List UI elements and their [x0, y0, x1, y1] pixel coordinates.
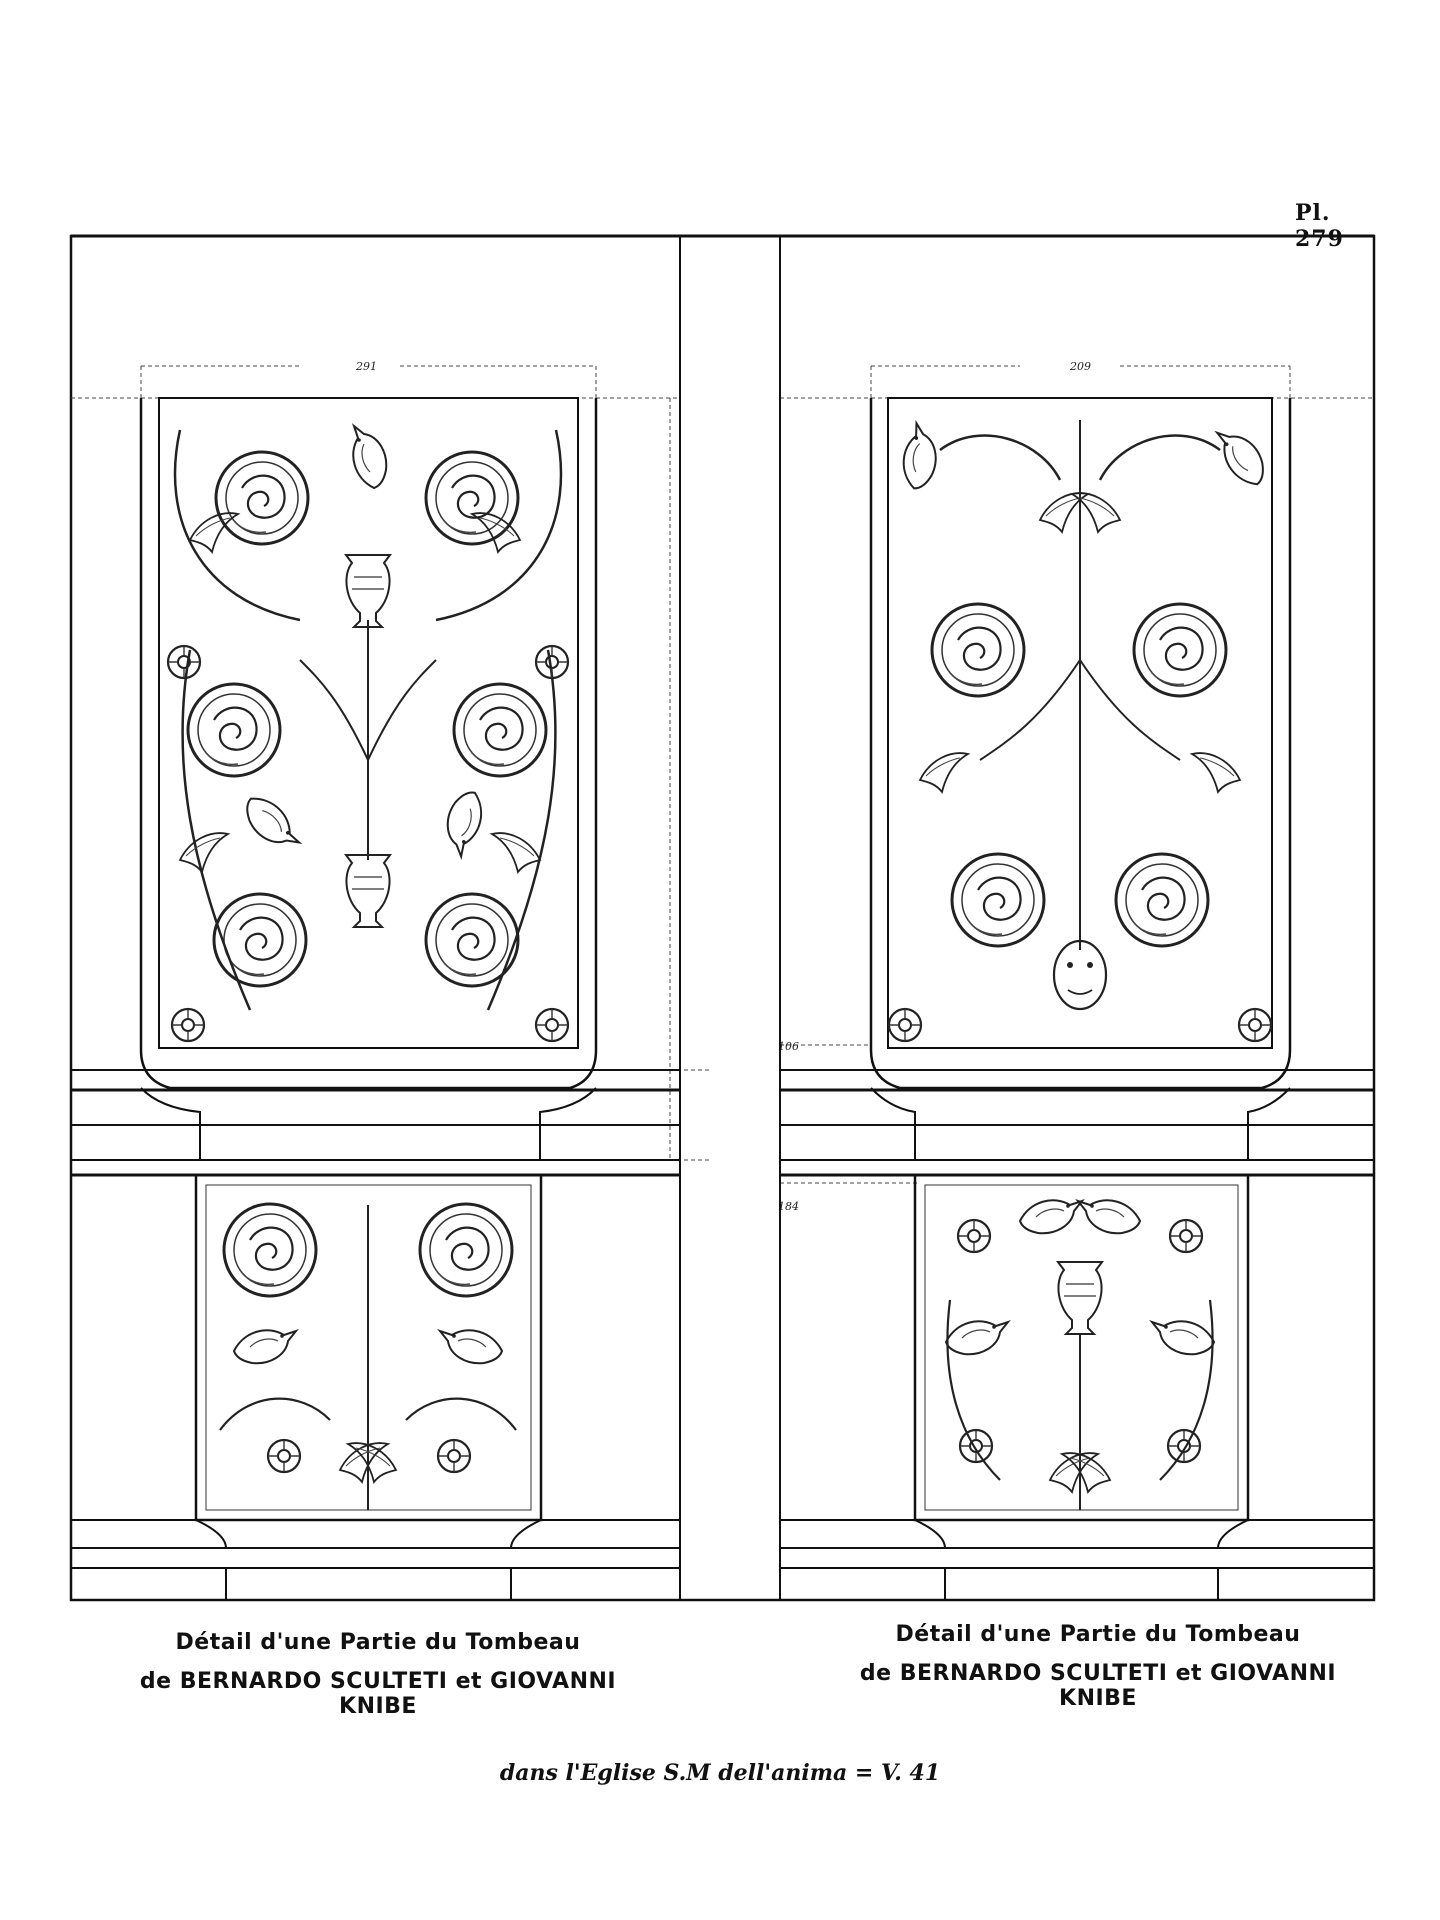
- caption-left-line1: Détail d'une Partie du Tombeau: [175, 1630, 581, 1655]
- right-upper-ornament: [889, 420, 1271, 1041]
- left-lower-ornament: [220, 1204, 516, 1510]
- dimension-right-upper-height: 106: [778, 1040, 799, 1053]
- caption-left-line2: de BERNARDO SCULTETI et GIOVANNI KNIBE: [139, 1669, 617, 1719]
- caption-right-line2: de BERNARDO SCULTETI et GIOVANNI KNIBE: [859, 1661, 1337, 1711]
- left-upper-ornament: [168, 426, 568, 1041]
- dimension-left-width: 291: [356, 360, 377, 373]
- left-pedestal: [71, 236, 680, 1600]
- location-note: dans l'Eglise S.M dell'anima = V. 41: [499, 1760, 941, 1786]
- mask-icon: [1054, 941, 1106, 1009]
- right-pedestal: [780, 236, 1374, 1600]
- plate-number: Pl. 279: [1295, 200, 1344, 252]
- caption-right-line1: Détail d'une Partie du Tombeau: [895, 1622, 1301, 1647]
- right-lower-ornament: [946, 1200, 1214, 1510]
- caption-right: [838, 1622, 1358, 1711]
- caption-left: [118, 1630, 638, 1719]
- dimension-right-lower-height: 184: [778, 1200, 799, 1213]
- dimension-right-width: 209: [1070, 360, 1091, 373]
